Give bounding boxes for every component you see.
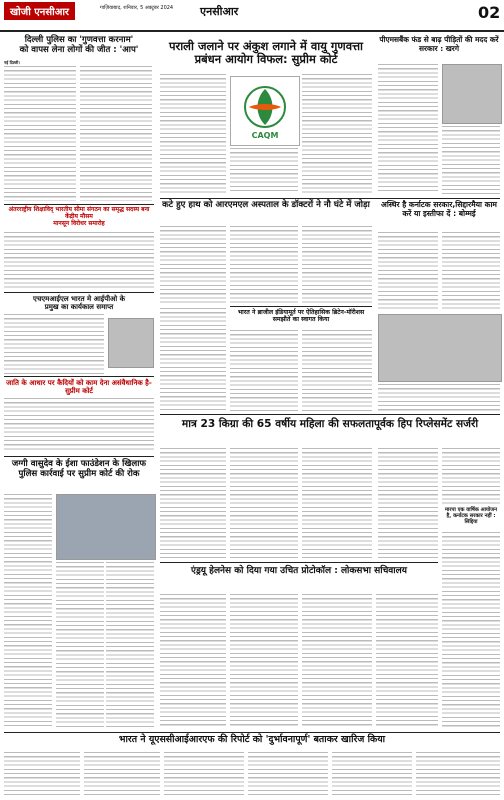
issue-meta: गाज़ियाबाद, शनिवार, 5 अक्टूबर 2024: [100, 5, 174, 11]
divider: [4, 376, 154, 377]
article-body: [376, 594, 438, 728]
article-body: [248, 752, 328, 796]
article-body: [56, 562, 104, 728]
page-header: [0, 0, 504, 32]
article-body: [378, 448, 438, 558]
article-mauritius-headline: भारत ने ब्राजील इंडियामूर्त पर ऐतिहासिक ब्रिटेन-मॉरीशस समझौते का स्वागत किया: [237, 309, 365, 324]
article-body: [230, 330, 298, 412]
article-delhi-police-headline: दिल्ली पुलिस का 'गुणवत्ता करनाम' को वापस लेना लोगों की जीत : 'आप': [19, 35, 139, 55]
article-body: [4, 314, 104, 374]
article-body: [442, 448, 500, 504]
divider: [4, 292, 154, 293]
article-body: [302, 74, 372, 194]
article-body: [230, 594, 298, 728]
article-body: [4, 232, 154, 290]
court-photo: [56, 494, 156, 560]
article-body: [416, 752, 500, 796]
article-body: [160, 74, 226, 194]
article-body: [4, 494, 52, 728]
article-body: [332, 752, 412, 796]
article-body: [302, 594, 372, 728]
article-side-headline: मारपा एक वार्षिक आयोजन है, कर्नाटक सरकार नहीं : सिद्दिया: [444, 507, 498, 525]
article-body: [160, 308, 226, 412]
article-parali-headline: पराली जलाने पर अंकुश लगाने में वायु गुणवत्ता प्रबंधन आयोग विफल: सुप्रीम कोर्ट: [168, 39, 364, 67]
article-surgery-headline: मात्र 23 किग्रा की 65 वर्षीय महिला की सफलतापूर्वक हिप रिप्लेसमेंट सर्जरी: [181, 418, 479, 430]
article-body: [160, 594, 226, 728]
divider: [4, 456, 154, 457]
logo-text: CAQM: [251, 131, 279, 140]
divider: [4, 204, 154, 205]
person-photo: [442, 64, 502, 124]
article-body: [106, 562, 154, 728]
article-body: [160, 448, 226, 558]
article-body: [302, 330, 372, 412]
divider: [230, 306, 372, 307]
article-ipo-headline: एचएमआईएल भारत मे आईपीओ के प्रमुख का कार्यकाल समाप्त: [32, 295, 126, 312]
divider: [160, 198, 500, 199]
article-body: [160, 226, 226, 304]
article-doctors-headline: कटे हुए हाथ को आरएमएल अस्पताल के डॉक्टरों ने नौ घंटे में जोड़ा: [162, 200, 370, 210]
article-body: [84, 752, 160, 796]
person-photo: [378, 314, 502, 382]
article-body: [442, 532, 500, 728]
paper-name: खोजी एनसीआर: [4, 2, 75, 20]
page-number: 02: [478, 3, 501, 22]
dateline: नई दिल्ली।: [4, 60, 20, 65]
article-body: [4, 66, 76, 201]
article-body: [302, 226, 372, 304]
divider: [160, 414, 500, 415]
divider: [160, 562, 438, 563]
article-body: [230, 148, 298, 194]
article-jaggi-headline: जग्गी वासुदेव के ईशा फाउंडेशन के खिलाफ पुलिस कार्रवाई पर सुप्रीम कोर्ट की रोक: [11, 459, 147, 479]
caqm-logo: [230, 76, 300, 146]
article-karnataka-headline: अस्थिर है कर्नाटक सरकार,सिद्दारमैया काम करें या इस्तीफा दें : बोम्मई: [381, 200, 497, 218]
article-protocol-headline: एंड्रयू हेलनेस को दिया गया उचित प्रोटोकॉल : लोकसभा सचिवालय: [191, 566, 407, 576]
article-uscirf-headline: भारत ने यूएससीआईआरएफ की रिपोर्ट को 'दुर्भावनापूर्ण' बताकर खारिज किया: [118, 734, 386, 745]
section-title: एनसीआर: [200, 5, 239, 18]
article-body: [302, 448, 372, 558]
article-body: [230, 226, 298, 304]
article-body: [378, 232, 438, 310]
article-body: [80, 66, 152, 201]
article-body: [4, 752, 80, 796]
photo-caption: [378, 384, 500, 412]
article-antarashtriya-headline: अंतरराष्ट्रीय शिक्षाविद् भारतीय सीमा संगठन का समृद्ध सदस्य बना केंद्रीय मौसम मानसून विरोधर समारोह: [8, 206, 150, 227]
person-photo: [108, 318, 154, 368]
divider: [4, 732, 500, 733]
article-jati-headline: जाति के आधार पर कैदियों को काम देना असंवैधानिक है- सुप्रीम कोर्ट: [6, 379, 152, 396]
article-body: [164, 752, 244, 796]
article-pmc-headline: पीएमसबैंक फंड से बाढ़ पीड़ितों की मदद करें सरकार : खरगे: [379, 35, 499, 53]
article-body: [4, 398, 154, 452]
article-body: [442, 126, 500, 194]
article-body: [378, 64, 438, 194]
article-body: [230, 448, 298, 558]
article-body: [442, 232, 500, 310]
